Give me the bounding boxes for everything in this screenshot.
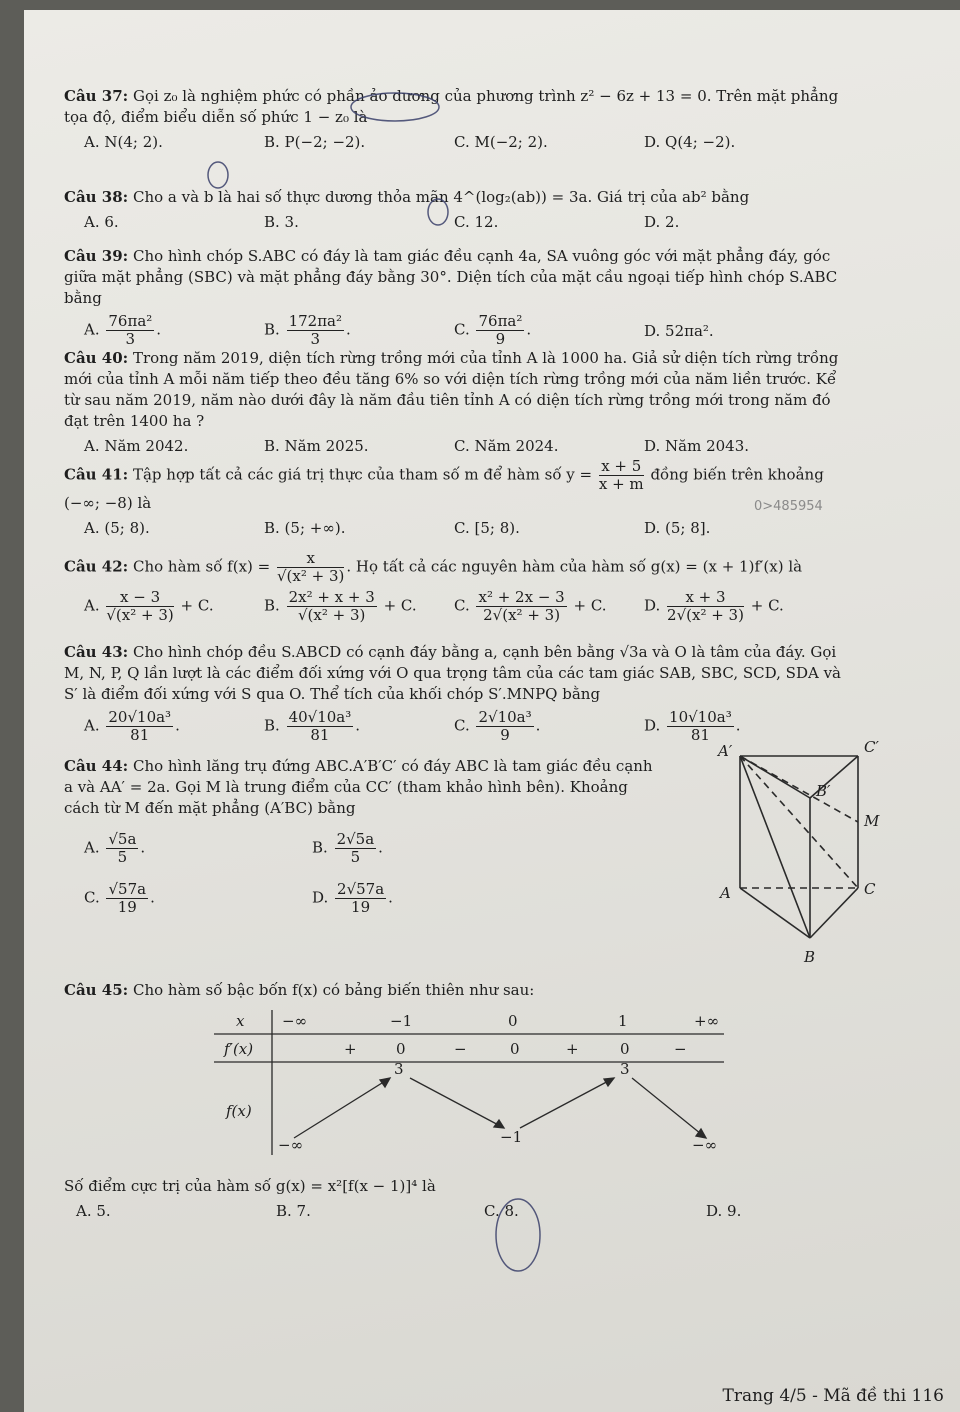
q42-text2: . Họ tất cả các nguyên hàm của hàm số g(x) = (x + 1)f′(x) là bbox=[346, 557, 803, 576]
q42-a-num: x − 3 bbox=[106, 589, 173, 607]
q42-d-num: x + 3 bbox=[667, 589, 744, 607]
q43-d-num: 10√10a³ bbox=[669, 708, 732, 726]
label-m: M bbox=[864, 812, 880, 830]
q39-c-den: 9 bbox=[495, 330, 506, 348]
q43-option-b[interactable]: B. $\frac{\text{40√10a³}}{81}$ . bbox=[264, 708, 361, 744]
q43-a-den: 81 bbox=[130, 726, 150, 744]
q42-option-a[interactable]: A. $\frac{x - 3}{\text{√(x² + 3)}}$ + C. bbox=[84, 588, 214, 624]
q39-b-den: 3 bbox=[310, 330, 321, 348]
q42-option-c[interactable]: C. $\frac{\text{x² + 2x − 3}}{\text{2√(x² + 3)}}$ + C. bbox=[454, 588, 607, 624]
q44-c-num: √57a bbox=[108, 880, 147, 898]
q42-c-num: x² + 2x − 3 bbox=[478, 588, 565, 606]
q41-option-d[interactable]: D. (5; 8]. bbox=[644, 519, 711, 537]
x-val-2: −1 bbox=[390, 1012, 413, 1030]
q45-option-a[interactable]: A. 5. bbox=[76, 1202, 111, 1220]
label-a: A bbox=[720, 884, 731, 902]
q39-option-a[interactable]: A. $\frac{\text{76πa²}}{3}$ . bbox=[84, 312, 162, 348]
q40-option-a[interactable]: A. Năm 2042. bbox=[84, 437, 189, 455]
q38-option-c[interactable]: C. 12. bbox=[454, 213, 499, 231]
q38-option-a[interactable]: A. 6. bbox=[84, 213, 119, 231]
handwritten-note: 0>485954 bbox=[754, 499, 823, 514]
q42-b-den: √(x² + 3) bbox=[297, 606, 366, 624]
label-b1: B′ bbox=[816, 782, 831, 800]
sign-1: + bbox=[344, 1040, 357, 1058]
circle-mark-q38-c bbox=[428, 199, 448, 225]
sign-5: + bbox=[566, 1040, 579, 1058]
q42-d-constant: + C. bbox=[750, 596, 784, 615]
label-a1: A′ bbox=[718, 742, 733, 760]
q45-question: Số điểm cực trị của hàm số g(x) = x²[f(x − 1)]⁴ là bbox=[64, 1177, 436, 1195]
q41-option-c[interactable]: C. [5; 8). bbox=[454, 519, 520, 537]
q43-label: Câu 43: bbox=[64, 643, 129, 661]
q43-text: Cho hình chóp đều S.ABCD có cạnh đáy bằng a, cạnh bên bằng √3a và O là tâm của đáy. Gọi M, N, P, Q lần lượt là các điểm đối xứng với O qua trọng tâm của các tam giác SAB, SBC, SCD, SDA và S′ là điểm đối xứng với S qua O. Thể tích của khối chóp S′.MNPQ bằng bbox=[64, 643, 842, 703]
q45-option-c[interactable]: C. 8. bbox=[484, 1202, 519, 1220]
f-val-5: −∞ bbox=[692, 1136, 718, 1154]
q45-option-b[interactable]: B. 7. bbox=[276, 1202, 311, 1220]
q37-label: Câu 37: bbox=[64, 87, 129, 105]
q44-label: Câu 44: bbox=[64, 757, 129, 775]
label-c: C bbox=[864, 880, 876, 898]
q42-c-den: 2√(x² + 3) bbox=[483, 606, 561, 624]
q42-a-den: √(x² + 3) bbox=[106, 606, 174, 624]
circle-mark-q37 bbox=[351, 93, 439, 121]
f-val-1: −∞ bbox=[278, 1136, 304, 1154]
q37-option-d[interactable]: D. Q(4; −2). bbox=[644, 133, 736, 151]
q37-option-c[interactable]: C. M(−2; 2). bbox=[454, 133, 548, 151]
q39-c-num: 76πa² bbox=[478, 312, 523, 330]
x-val-5: +∞ bbox=[694, 1012, 720, 1030]
q42-text1: Cho hàm số f(x) = bbox=[132, 557, 271, 576]
q39-option-c[interactable]: C. $\frac{\text{76πa²}}{9}$ . bbox=[454, 312, 532, 348]
q41-option-b[interactable]: B. (5; +∞). bbox=[264, 519, 346, 537]
q44-c-den: 19 bbox=[117, 898, 137, 916]
q42-a-constant: + C. bbox=[180, 596, 214, 615]
f-val-3: −1 bbox=[500, 1128, 523, 1146]
q39-a-den: 3 bbox=[125, 330, 136, 348]
q44-d-num: 2√57a bbox=[337, 880, 385, 898]
q44-b-num: 2√5a bbox=[336, 830, 375, 848]
sign-2: 0 bbox=[396, 1040, 406, 1058]
q40-option-b[interactable]: B. Năm 2025. bbox=[264, 437, 369, 455]
x-val-1: −∞ bbox=[282, 1012, 308, 1030]
q44-option-c[interactable]: C. $\frac{√57a}{19}$ . bbox=[84, 880, 155, 916]
q38-option-d[interactable]: D. 2. bbox=[644, 213, 680, 231]
q45-option-d[interactable]: D. 9. bbox=[706, 1202, 742, 1220]
q42-f-num: x bbox=[277, 550, 344, 568]
sign-4: 0 bbox=[510, 1040, 520, 1058]
q37-option-a[interactable]: A. N(4; 2). bbox=[84, 133, 163, 151]
x-val-4: 1 bbox=[618, 1012, 628, 1030]
q44-d-den: 19 bbox=[351, 898, 371, 916]
q45-text: Cho hàm số bậc bốn f(x) có bảng biến thiên như sau: bbox=[132, 981, 535, 999]
q44-option-b[interactable]: B. $\frac{2√5a}{5}$ . bbox=[312, 830, 383, 866]
q44-a-den: 5 bbox=[117, 848, 128, 866]
q39-text: Cho hình chóp S.ABC có đáy là tam giác đều cạnh 4a, SA vuông góc với mặt phẳng đáy, góc giữa mặt phẳng (SBC) và mặt phẳng đáy bằng 30°. Diện tích của mặt cầu ngoại tiếp hình chóp S.ABC bằng bbox=[64, 247, 838, 307]
q40-text: Trong năm 2019, diện tích rừng trồng mới của tỉnh A là 1000 ha. Giả sử diện tích rừng trồng mới của tỉnh A mỗi năm tiếp theo đều tăng 6% so với diện tích rừng trồng mới của năm liền trước. Kể từ sau năm 2019, năm nào dưới đây là năm đầu tiên tỉnh A có diện tích rừng trồng mới trong năm đó đạt trên 1400 ha ? bbox=[64, 349, 839, 430]
q41-option-a[interactable]: A. (5; 8). bbox=[84, 519, 150, 537]
label-c1: C′ bbox=[864, 738, 879, 756]
sign-3: − bbox=[454, 1040, 467, 1058]
q43-d-den: 81 bbox=[690, 726, 710, 744]
q41-frac-num: x + 5 bbox=[599, 458, 644, 476]
table-f-label: f(x) bbox=[226, 1102, 252, 1120]
q43-option-d[interactable]: D. $\frac{\text{10√10a³}}{81}$ . bbox=[644, 708, 741, 744]
q45-label: Câu 45: bbox=[64, 981, 129, 999]
q41-frac-den: x + m bbox=[598, 475, 644, 493]
q43-option-a[interactable]: A. $\frac{\text{20√10a³}}{81}$ . bbox=[84, 708, 180, 744]
q38-option-b[interactable]: B. 3. bbox=[264, 213, 299, 231]
q43-b-num: 40√10a³ bbox=[288, 708, 352, 726]
q43-a-num: 20√10a³ bbox=[108, 708, 172, 726]
q39-a-num: 76πa² bbox=[108, 312, 153, 330]
q42-b-num: 2x² + x + 3 bbox=[288, 588, 375, 606]
x-val-3: 0 bbox=[508, 1012, 518, 1030]
q37-option-b[interactable]: B. P(−2; −2). bbox=[264, 133, 366, 151]
q42-option-d[interactable]: D. $\frac{x + 3}{\text{2√(x² + 3)}}$ + C. bbox=[644, 588, 784, 624]
circle-mark-q37-b bbox=[208, 162, 228, 188]
q38-text: Cho a và b là hai số thực dương thỏa mãn 4^(log₂(ab)) = 3a. Giá trị của ab² bằng bbox=[132, 188, 750, 206]
q38-label: Câu 38: bbox=[64, 188, 129, 206]
q44-b-den: 5 bbox=[350, 848, 361, 866]
q43-option-c[interactable]: C. $\frac{\text{2√10a³}}{9}$ . bbox=[454, 708, 541, 744]
table-fp-label: f′(x) bbox=[224, 1040, 254, 1058]
q41-label: Câu 41: bbox=[64, 465, 129, 484]
label-b: B bbox=[804, 948, 816, 966]
q42-c-constant: + C. bbox=[573, 596, 607, 615]
exam-sheet bbox=[24, 10, 960, 1412]
q37-text: Gọi z₀ là nghiệm phức có phần ảo dương của phương trình z² − 6z + 13 = 0. Trên mặt phẳng tọa độ, điểm biểu diễn số phức 1 − z₀ là bbox=[64, 87, 839, 126]
q44-a-num: √5a bbox=[108, 830, 137, 848]
q40-label: Câu 40: bbox=[64, 349, 129, 367]
q43-b-den: 81 bbox=[310, 726, 330, 744]
q42-label: Câu 42: bbox=[64, 557, 129, 576]
q44-text: Cho hình lăng trụ đứng ABC.A′B′C′ có đáy ABC là tam giác đều cạnh a và AA′ = 2a. Gọi M là trung điểm của CC′ (tham khảo hình bên). Khoảng cách từ M đến mặt phẳng (A′BC) bằng bbox=[64, 757, 653, 817]
f-val-2: 3 bbox=[394, 1060, 404, 1078]
f-val-4: 3 bbox=[620, 1060, 630, 1078]
sign-6: 0 bbox=[620, 1040, 630, 1058]
sign-7: − bbox=[674, 1040, 687, 1058]
q40-option-c[interactable]: C. Năm 2024. bbox=[454, 437, 559, 455]
q43-c-num: 2√10a³ bbox=[478, 708, 532, 726]
q42-b-constant: + C. bbox=[383, 596, 417, 615]
q42-f-den: √(x² + 3) bbox=[277, 567, 345, 585]
q39-option-d[interactable]: D. 52πa². bbox=[644, 322, 714, 340]
circle-mark-q45-c bbox=[496, 1199, 540, 1271]
q44-option-d[interactable]: D. $\frac{2√57a}{19}$ . bbox=[312, 880, 393, 916]
q44-option-a[interactable]: A. $\frac{√5a}{5}$ . bbox=[84, 830, 146, 866]
page-footer: Trang 4/5 - Mã đề thi 116 bbox=[722, 1386, 944, 1406]
q41-text1: Tập hợp tất cả các giá trị thực của tham số m để hàm số y = bbox=[132, 465, 593, 484]
table-x-label: x bbox=[236, 1012, 245, 1030]
q42-d-den: 2√(x² + 3) bbox=[667, 606, 744, 624]
pen-marks-layer bbox=[24, 10, 960, 1412]
q42-option-b[interactable]: B. $\frac{\text{2x² + x + 3}}{\text{√(x² + 3)}}$ + C. bbox=[264, 588, 417, 624]
q40-option-d[interactable]: D. Năm 2043. bbox=[644, 437, 750, 455]
q39-label: Câu 39: bbox=[64, 247, 129, 265]
q41-text2: đồng biến trên khoảng (−∞; −8) là bbox=[64, 465, 824, 512]
q43-c-den: 9 bbox=[500, 726, 510, 744]
q39-option-b[interactable]: B. $\frac{\text{172πa²}}{3}$ . bbox=[264, 312, 351, 348]
q39-b-num: 172πa² bbox=[288, 312, 343, 330]
